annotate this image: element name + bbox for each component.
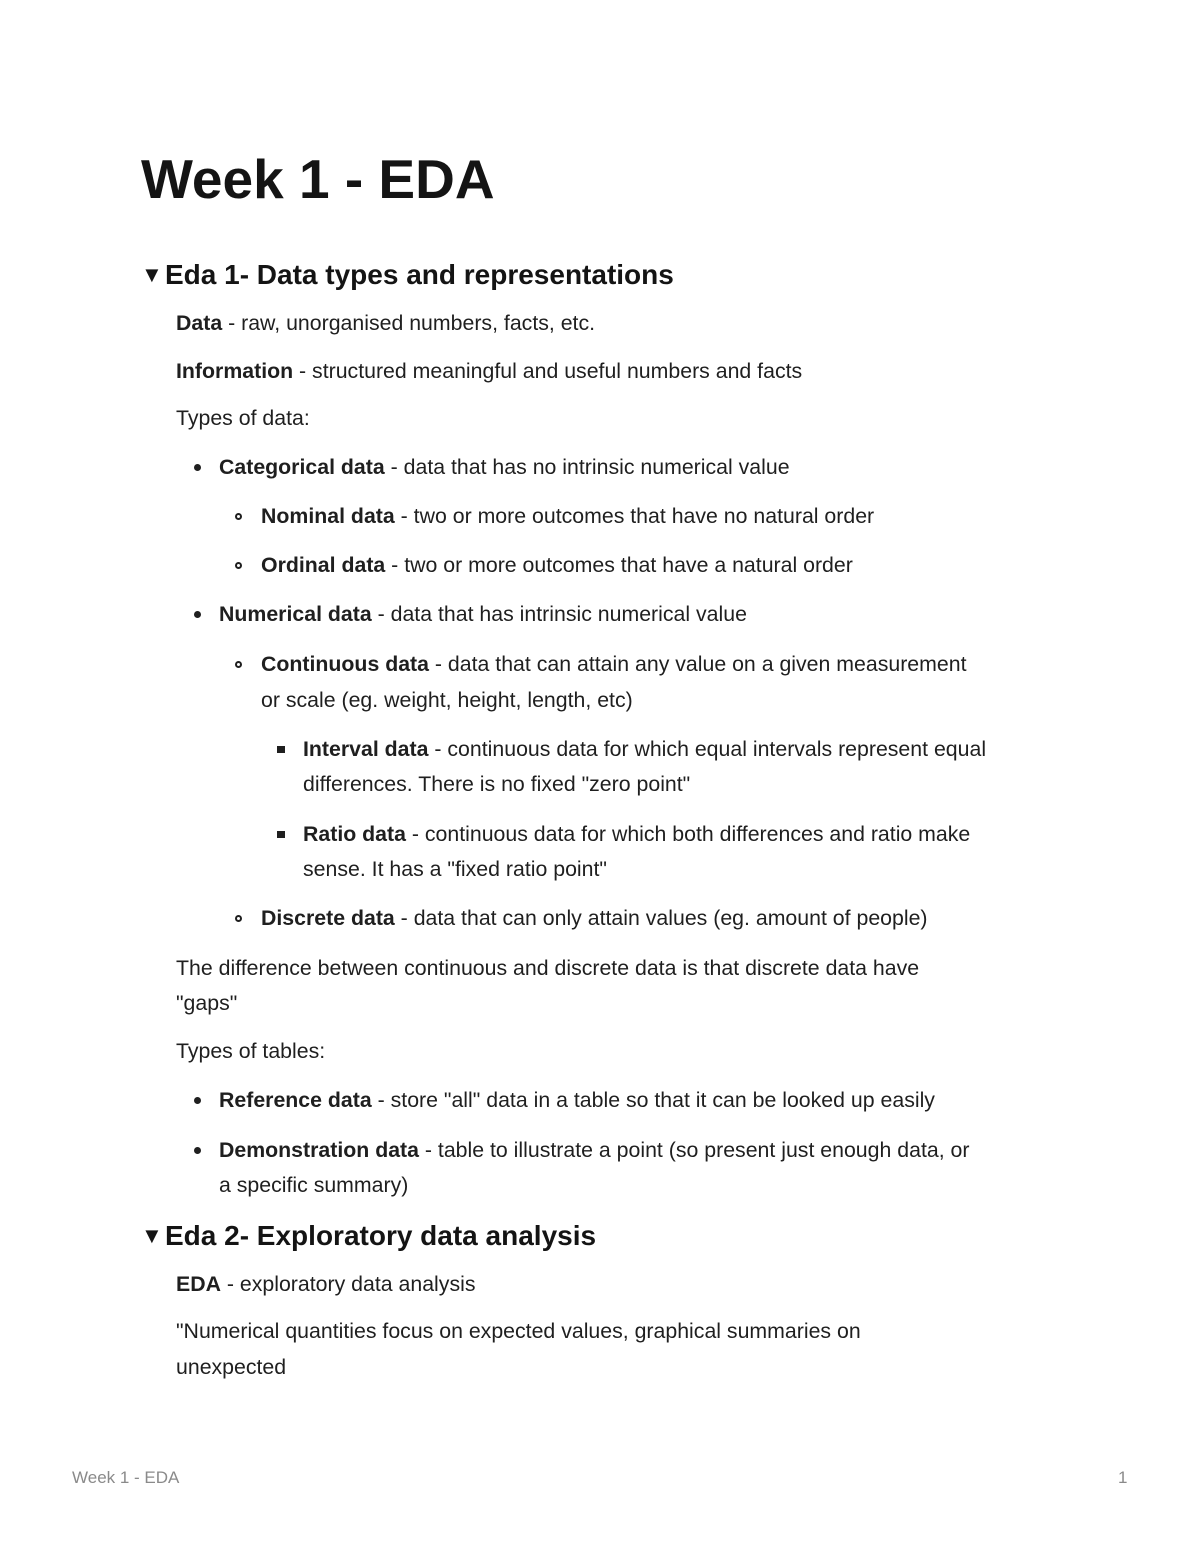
bullet-ring-icon xyxy=(235,562,242,569)
page-title: Week 1 - EDA xyxy=(141,148,495,210)
definition-data: Data - raw, unorganised numbers, facts, etc. xyxy=(176,311,596,335)
paragraph-quote-cont: unexpected xyxy=(176,1355,287,1379)
bullet-ring-icon xyxy=(235,915,242,922)
bullet-ring-icon xyxy=(235,513,242,520)
list-item-categorical: Categorical data - data that has no intrinsic numerical value xyxy=(219,455,790,479)
list-item-demonstration: Demonstration data - table to illustrate a point (so present just enough data, or xyxy=(219,1138,970,1162)
bullet-dot-icon xyxy=(194,1147,201,1154)
paragraph-difference: The difference between continuous and discrete data is that discrete data have xyxy=(176,956,920,980)
toggle-eda-2[interactable] xyxy=(141,1218,596,1254)
definition-eda: EDA - exploratory data analysis xyxy=(176,1272,476,1296)
paragraph-difference-cont: "gaps" xyxy=(176,991,238,1015)
list-item-reference: Reference data - store "all" data in a table so that it can be looked up easily xyxy=(219,1088,935,1112)
list-item-nominal: Nominal data - two or more outcomes that have no natural order xyxy=(261,504,875,528)
definition-information: Information - structured meaningful and useful numbers and facts xyxy=(176,359,803,383)
list-item-ratio: Ratio data - continuous data for which both differences and ratio make xyxy=(303,822,971,846)
footer-title: Week 1 - EDA xyxy=(72,1468,180,1487)
list-item-continuous: Continuous data - data that can attain any value on a given measurement xyxy=(261,652,967,676)
list-item-numerical: Numerical data - data that has intrinsic numerical value xyxy=(219,602,747,626)
list-item-demonstration-cont: a specific summary) xyxy=(219,1173,409,1197)
paragraph-quote: "Numerical quantities focus on expected values, graphical summaries on xyxy=(176,1319,861,1343)
list-item-interval: Interval data - continuous data for which equal intervals represent equal xyxy=(303,737,987,761)
list-item-ratio-cont: sense. It has a "fixed ratio point" xyxy=(303,857,607,881)
list-item-interval-cont: differences. There is no fixed "zero point" xyxy=(303,772,691,796)
bullet-dot-icon xyxy=(194,464,201,471)
bullet-dot-icon xyxy=(194,611,201,618)
toggle-heading: Eda 1- Data types and representations xyxy=(165,259,674,290)
footer-page-number: 1 xyxy=(1118,1468,1128,1487)
bullet-square-icon xyxy=(277,831,285,838)
bullet-ring-icon xyxy=(235,661,242,668)
types-of-data-label: Types of data: xyxy=(176,406,310,430)
list-item-continuous-cont: or scale (eg. weight, height, length, etc) xyxy=(261,688,633,712)
list-item-ordinal: Ordinal data - two or more outcomes that have a natural order xyxy=(261,553,853,577)
toggle-heading: Eda 2- Exploratory data analysis xyxy=(165,1220,597,1251)
bullet-square-icon xyxy=(277,746,285,753)
types-of-tables-label: Types of tables: xyxy=(176,1039,326,1063)
triangle-down-icon[interactable]: ▼ xyxy=(141,262,163,287)
triangle-down-icon[interactable]: ▼ xyxy=(141,1223,163,1248)
toggle-eda-1[interactable] xyxy=(141,257,674,293)
list-item-discrete: Discrete data - data that can only attain values (eg. amount of people) xyxy=(261,906,928,930)
bullet-dot-icon xyxy=(194,1097,201,1104)
